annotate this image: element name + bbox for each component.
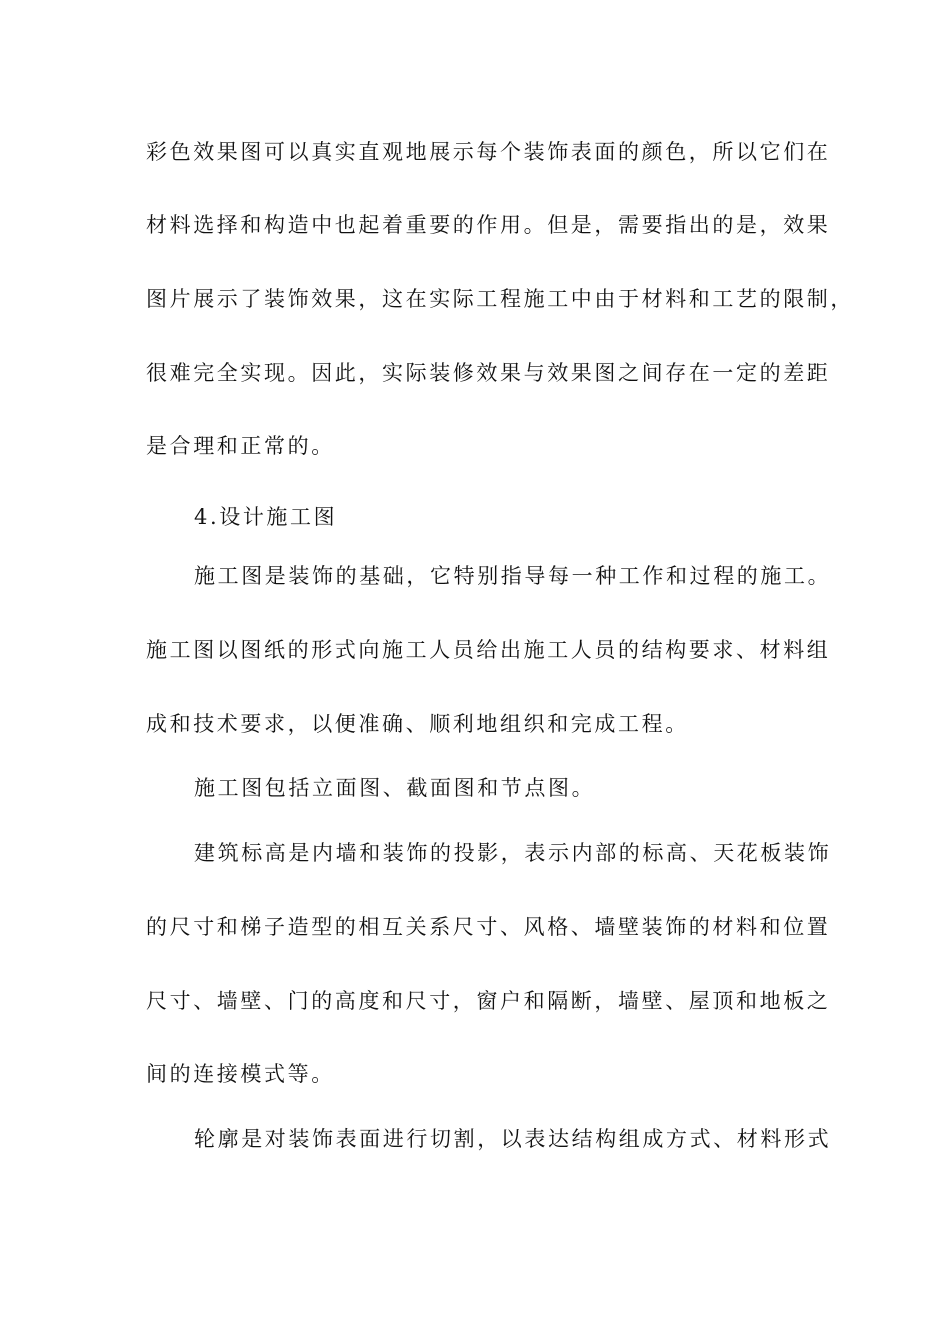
paragraph-line: 是合理和正常的。 <box>146 434 335 458</box>
paragraph-line: 间的连接模式等。 <box>146 1062 335 1086</box>
section-heading: 4.设计施工图 <box>194 505 338 529</box>
paragraph-line: 图片展示了装饰效果，这在实际工程施工中由于材料和工艺的限制， <box>146 287 854 311</box>
paragraph-line: 施工图以图纸的形式向施工人员给出施工人员的结构要求、材料组 <box>146 638 831 662</box>
paragraph-line: 成和技术要求，以便准确、顺利地组织和完成工程。 <box>146 712 689 736</box>
paragraph-line: 尺寸、墙壁、门的高度和尺寸，窗户和隔断，墙壁、屋顶和地板之 <box>146 989 831 1013</box>
paragraph-line: 材料选择和构造中也起着重要的作用。但是，需要指出的是，效果 <box>146 213 831 237</box>
paragraph-line: 彩色效果图可以真实直观地展示每个装饰表面的颜色，所以它们在 <box>146 140 831 164</box>
paragraph-line: 施工图包括立面图、截面图和节点图。 <box>194 776 596 800</box>
paragraph-line: 建筑标高是内墙和装饰的投影，表示内部的标高、天花板装饰 <box>194 841 832 865</box>
paragraph-line: 施工图是装饰的基础，它特别指导每一种工作和过程的施工。 <box>194 564 832 588</box>
paragraph-line: 很难完全实现。因此，实际装修效果与效果图之间存在一定的差距 <box>146 361 831 385</box>
paragraph-line: 轮廓是对装饰表面进行切割，以表达结构组成方式、材料形式 <box>194 1127 832 1151</box>
paragraph-line: 的尺寸和梯子造型的相互关系尺寸、风格、墙壁装饰的材料和位置 <box>146 915 831 939</box>
